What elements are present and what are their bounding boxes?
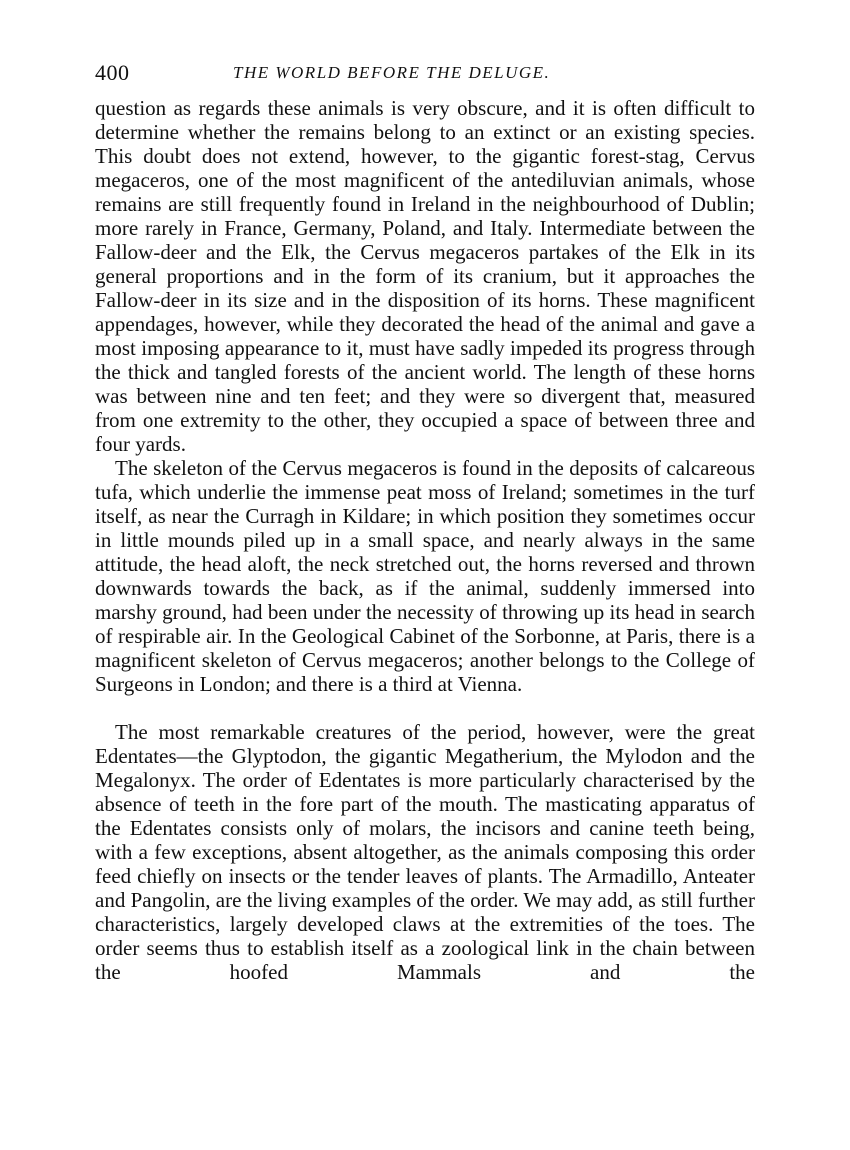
paragraph-edentates: The most remarkable creatures of the period, however, were the great Edentates—the Glyptodon, the gigantic Megatherium, the Mylodon and the Megalonyx. The order of Edentates is more particularly characterised by the absence of teeth in the fore part of the mouth. The masticating apparatus of the Edentates consists only of molars, the incisors and canine teeth being, with a few exceptions, absent altogether, as the animals composing this order feed chiefly on insects or the tender leaves of plants. The Armadillo, Anteater and Pangolin, are the living examples of the order. We may add, as still further characteristics, largely developed claws at the extremities of the toes. The order seems thus to establish itself as a zoological link in the chain between the hoofed Mammals and the	[95, 720, 755, 984]
page-number: 400	[95, 60, 130, 85]
running-title: THE WORLD BEFORE THE DELUGE.	[233, 63, 551, 82]
book-page	[95, 58, 755, 984]
running-head	[95, 58, 755, 88]
body-text	[95, 96, 755, 984]
paragraph-cervus-megaceros: question as regards these animals is very obscure, and it is often difficult to determine whether the remains belong to an extinct or an existing species. This doubt does not extend, however, to the gigantic forest-stag, Cervus megaceros, one of the most magnificent of the antediluvian animals, whose remains are still frequently found in Ireland in the neighbourhood of Dublin; more rarely in France, Germany, Poland, and Italy. Intermediate between the Fallow-deer and the Elk, the Cervus megaceros partakes of the Elk in its general proportions and in the form of its cranium, but it approaches the Fallow-deer in its size and in the disposition of its horns. These magnificent appendages, however, while they decorated the head of the animal and gave a most imposing appearance to it, must have sadly impeded its progress through the thick and tangled forests of the ancient world. The length of these horns was between nine and ten feet; and they were so divergent that, measured from one extremity to the other, they occupied a space of between three and four yards.	[95, 96, 755, 456]
paragraph-skeleton-deposits: The skeleton of the Cervus megaceros is found in the deposits of calcareous tufa, which underlie the immense peat moss of Ireland; sometimes in the turf itself, as near the Curragh in Kildare; in which position they sometimes occur in little mounds piled up in a small space, and nearly always in the same attitude, the head aloft, the neck stretched out, the horns reversed and thrown downwards towards the back, as if the animal, suddenly immersed into marshy ground, had been under the necessity of throwing up its head in search of respirable air. In the Geological Cabinet of the Sorbonne, at Paris, there is a magnificent skeleton of Cervus megaceros; another belongs to the College of Surgeons in London; and there is a third at Vienna.	[95, 456, 755, 696]
